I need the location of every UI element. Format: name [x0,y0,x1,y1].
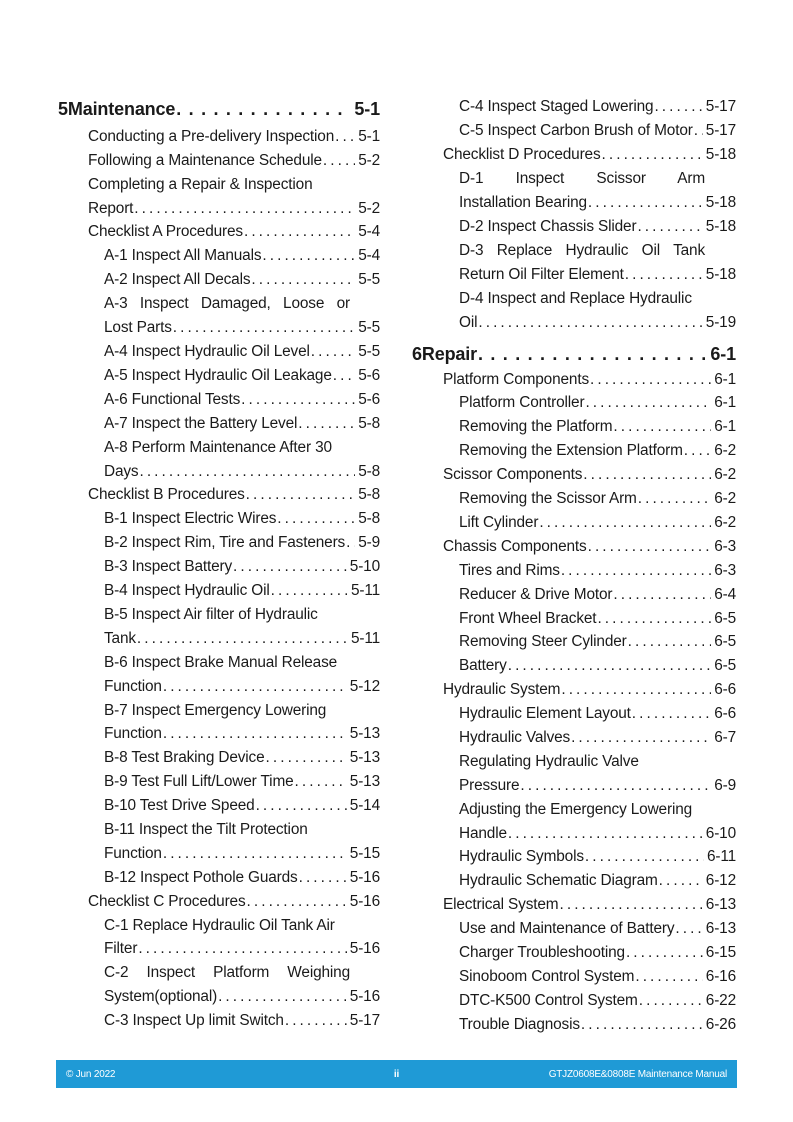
toc-entry[interactable] [104,605,380,625]
toc-page-number: 5-18 [705,218,736,235]
toc-entry-title: A-7 Inspect the Battery Level [104,415,298,432]
toc-entry-title: Checklist C Procedures [88,893,246,910]
dot-leader [585,847,704,867]
footer-manual-title: GTJZ0608E&0808E Maintenance Manual [548,1068,727,1080]
toc-entry[interactable] [459,393,736,413]
toc-entry[interactable] [104,844,380,864]
toc-entry-title: A-6 Functional Tests [104,391,241,408]
toc-entry-title: Hydraulic System [443,681,561,698]
toc-page-number: 5-16 [349,869,380,886]
toc-page-number: 6-3 [714,538,736,555]
toc-page-number: 6-5 [714,633,736,650]
toc-entry-title: Checklist B Procedures [88,486,245,503]
dot-leader [478,342,707,366]
toc-page-number: 5-18 [705,266,736,283]
toc-page-number: 6-2 [714,490,736,507]
toc-entry[interactable] [459,417,736,437]
toc-page-number: 5-17 [705,98,736,115]
toc-entry[interactable] [104,414,380,434]
toc-entry[interactable] [459,121,736,141]
dot-leader [602,145,703,165]
toc-entry-title: Removing the Scissor Arm [459,490,637,507]
toc-page-number: 5-10 [349,558,380,575]
toc-entry-title: Completing a Repair & Inspection [88,176,313,193]
toc-entry[interactable] [104,318,380,338]
toc-entry[interactable] [443,895,736,915]
toc-page-number: 5-17 [349,1012,380,1029]
dot-leader [508,824,703,844]
dot-leader [139,462,355,482]
toc-page-number: 6-7 [714,729,736,746]
toc-entry-title: Tank [104,630,136,647]
toc-entry-title: Function [104,845,162,862]
dot-leader [295,772,347,792]
toc-page-number: 5-4 [358,223,380,240]
dot-leader [583,465,711,485]
toc-page-number: 6-26 [705,1016,736,1033]
toc-page-number: 5-13 [349,725,380,742]
toc-entry[interactable] [459,169,705,189]
toc-entry-title: Tires and Rims [459,562,560,579]
toc-page-number: 5-8 [358,463,380,480]
dot-leader [597,609,711,629]
toc-page-number: 5-18 [705,146,736,163]
toc-page-number: 5-15 [349,845,380,862]
dot-leader [173,318,355,338]
toc-entry-title: Reducer & Drive Motor [459,586,613,603]
toc-entry-title: Electrical System [443,896,559,913]
toc-page-number: 5-8 [358,510,380,527]
toc-entry-title: B-7 Inspect Emergency Lowering [104,702,327,719]
toc-entry[interactable] [459,585,736,605]
toc-entry[interactable] [459,1015,736,1035]
toc-entry-title: Hydraulic Symbols [459,848,584,865]
toc-entry-title: B-10 Test Drive Speed [104,797,255,814]
footer-page-number: ii [393,1068,400,1080]
dot-leader [694,121,703,141]
toc-page-number: 5-4 [358,247,380,264]
toc-entry-title: Checklist D Procedures [443,146,601,163]
toc-page-number: 5-16 [349,988,380,1005]
dot-leader [637,217,702,237]
toc-entry[interactable] [459,217,736,237]
dot-leader [244,222,355,242]
toc-entry[interactable] [459,289,736,309]
toc-entry[interactable] [459,489,736,509]
dot-leader [581,1015,703,1035]
toc-entry[interactable] [104,677,380,697]
toc-entry[interactable] [459,824,736,844]
toc-entry[interactable] [104,701,380,721]
toc-page-number: 5-6 [358,367,380,384]
toc-entry-title: Repair [421,344,477,364]
toc-entry-title: Conducting a Pre-delivery Inspection [88,128,335,145]
dot-leader [559,895,702,915]
dot-leader [262,246,355,266]
toc-page-number: 5-9 [358,534,380,551]
toc-entry[interactable] [104,270,380,290]
toc-page-number: 5-8 [358,415,380,432]
toc-entry[interactable] [459,656,736,676]
dot-leader [625,265,703,285]
toc-entry[interactable] [104,820,380,840]
toc-page-number: 5-5 [358,271,380,288]
toc-entry[interactable] [88,175,380,195]
toc-page-number: 6-5 [714,610,736,627]
dot-leader [520,776,711,796]
toc-entry-title: Removing Steer Cylinder [459,633,627,650]
toc-entry[interactable] [88,127,380,147]
toc-entry-title: Maintenance [67,99,176,119]
toc-entry-title: Function [104,678,162,695]
toc-page-number: 5-16 [349,940,380,957]
toc-entry-title: B-3 Inspect Battery [104,558,233,575]
dot-leader [233,557,347,577]
toc-entry[interactable] [459,991,736,1011]
toc-entry[interactable] [104,653,380,673]
toc-entry[interactable] [104,748,380,768]
dot-leader [246,485,356,505]
toc-entry[interactable] [459,847,736,867]
toc-entry-title: B-12 Inspect Pothole Guards [104,869,298,886]
dot-leader [163,844,347,864]
toc-entry[interactable] [459,776,736,796]
dot-leader [333,366,355,386]
toc-entry-title: B-5 Inspect Air filter of Hydraulic [104,606,318,623]
toc-entry[interactable] [459,265,736,285]
toc-entry[interactable] [459,728,736,748]
toc-page-number: 6-6 [714,705,736,722]
toc-entry[interactable] [104,533,380,553]
dot-leader [684,441,711,461]
toc-page-number: 6-6 [714,681,736,698]
toc-entry-title: D-1 Inspect Scissor Arm [459,170,705,187]
toc-entry-title: C-4 Inspect Staged Lowering [459,98,654,115]
toc-entry-title: Return Oil Filter Element [459,266,624,283]
toc-entry-title: Hydraulic Schematic Diagram [459,872,658,889]
toc-entry[interactable] [104,390,380,410]
toc-entry-title: A-8 Perform Maintenance After 30 [104,439,332,456]
toc-page-number: 6-1 [710,344,736,364]
toc-entry-title: C-1 Replace Hydraulic Oil Tank Air [104,917,335,934]
toc-page-number: 6-12 [705,872,736,889]
toc-entry[interactable] [459,919,736,939]
dot-leader [571,728,711,748]
toc-entry-title: C-2 Inspect Platform Weighing [104,964,350,981]
toc-page-number: 5-5 [358,319,380,336]
toc-entry[interactable] [104,796,380,816]
toc-entry-title: A-2 Inspect All Decals [104,271,251,288]
toc-page-number: 5-13 [349,773,380,790]
toc-page-number: 5-11 [350,582,380,599]
toc-entry[interactable] [459,609,736,629]
toc-page-number: 5-17 [705,122,736,139]
toc-entry-title: Sinoboom Control System [459,968,635,985]
dot-leader [299,868,347,888]
dot-leader [271,581,348,601]
toc-entry[interactable] [104,629,380,649]
dot-leader [335,127,355,147]
toc-entry[interactable] [443,680,736,700]
toc-entry-title: Removing the Platform [459,418,613,435]
toc-entry-title: Filter [104,940,138,957]
toc-entry-title: Charger Troubleshooting [459,944,625,961]
toc-entry[interactable] [104,366,380,386]
dot-leader [659,871,703,891]
toc-page-number: 6-10 [705,825,736,842]
dot-leader [590,370,711,390]
toc-entry-title: Installation Bearing [459,194,587,211]
chapter-number: 5 [58,99,68,119]
toc-entry[interactable] [104,916,380,936]
dot-leader [134,199,355,219]
toc-entry-title: Adjusting the Emergency Lowering [459,801,693,818]
chapter-heading[interactable] [58,97,380,121]
toc-entry-title: B-8 Test Braking Device [104,749,265,766]
toc-entry-title: Battery [459,657,507,674]
page-footer [56,1060,737,1088]
toc-entry[interactable] [443,145,736,165]
toc-entry[interactable] [459,871,736,891]
toc-page-number: 6-2 [714,514,736,531]
toc-entry[interactable] [459,193,736,213]
dot-leader [163,724,347,744]
toc-entry-title: D-4 Inspect and Replace Hydraulic [459,290,692,307]
dot-leader [626,943,703,963]
dot-leader [635,967,702,987]
toc-entry[interactable] [459,441,736,461]
toc-entry-title: D-3 Replace Hydraulic Oil Tank [459,242,705,259]
toc-entry-title: C-5 Inspect Carbon Brush of Motor [459,122,693,139]
toc-entry-title: Use and Maintenance of Battery [459,920,675,937]
chapter-number: 6 [412,344,422,364]
toc-page-number: 6-2 [714,466,736,483]
toc-page-number: 6-22 [705,992,736,1009]
toc-page-number: 6-1 [714,394,736,411]
dot-leader [588,537,712,557]
dot-leader [508,656,711,676]
toc-entry[interactable] [104,246,380,266]
dot-leader [613,417,711,437]
toc-page-number: 6-13 [705,920,736,937]
toc-entry[interactable] [459,513,736,533]
dot-leader [266,748,347,768]
toc-entry-title: B-6 Inspect Brake Manual Release [104,654,338,671]
toc-page-number: 5-14 [349,797,380,814]
toc-entry[interactable] [459,752,736,772]
toc-page-number: 5-11 [350,630,380,647]
dot-leader [138,939,346,959]
toc-page-number: 6-13 [705,896,736,913]
toc-entry-title: Handle [459,825,507,842]
toc-page-number: 5-8 [358,486,380,503]
dot-leader [247,892,347,912]
toc-page-number: 5-6 [358,391,380,408]
toc-page-number: 6-4 [714,586,736,603]
toc-page-number: 6-1 [714,371,736,388]
toc-entry-title: Trouble Diagnosis [459,1016,580,1033]
toc-entry-title: A-3 Inspect Damaged, Loose or [104,295,350,312]
dot-leader [585,393,711,413]
toc-entry[interactable] [104,939,380,959]
toc-entry[interactable] [104,987,380,1007]
toc-entry-title: A-4 Inspect Hydraulic Oil Level [104,343,310,360]
toc-page-number: 6-9 [714,777,736,794]
toc-entry-title: B-11 Inspect the Tilt Protection [104,821,308,838]
toc-entry[interactable] [443,465,736,485]
toc-entry-title: B-4 Inspect Hydraulic Oil [104,582,270,599]
toc-page-number: 5-18 [705,194,736,211]
dot-leader [311,342,355,362]
toc-entry[interactable] [104,462,380,482]
dot-leader [639,991,703,1011]
toc-entry[interactable] [459,800,736,820]
toc-entry[interactable] [104,438,380,458]
toc-page-number: 5-2 [358,152,380,169]
toc-entry[interactable] [104,557,380,577]
dot-leader [561,561,711,581]
toc-page-number: 5-16 [349,893,380,910]
toc-entry-title: A-1 Inspect All Manuals [104,247,262,264]
toc-page-number: 5-1 [358,128,380,145]
toc-entry[interactable] [104,294,350,314]
toc-entry[interactable] [459,943,736,963]
toc-page-number: 6-11 [706,848,736,865]
toc-page-number: 5-12 [349,678,380,695]
toc-entry[interactable] [459,241,705,261]
toc-page-number: 6-2 [714,442,736,459]
toc-entry-title: Lift Cylinder [459,514,539,531]
toc-page-number: 6-16 [705,968,736,985]
toc-page-number: 5-1 [354,99,380,119]
toc-entry-title: DTC-K500 Control System [459,992,638,1009]
dot-leader [613,585,711,605]
dot-leader [675,919,702,939]
toc-entry-title: System(optional) [104,988,218,1005]
toc-entry[interactable] [459,561,736,581]
toc-entry-title: Function [104,725,162,742]
dot-leader [628,632,712,652]
toc-entry[interactable] [88,892,380,912]
toc-entry[interactable] [104,724,380,744]
toc-entry-title: Regulating Hydraulic Valve [459,753,639,770]
toc-entry-title: Days [104,463,139,480]
toc-entry-title: Scissor Components [443,466,583,483]
toc-entry-title: Report [88,200,134,217]
toc-entry[interactable] [443,370,736,390]
dot-leader [298,414,355,434]
dot-leader [654,97,702,117]
toc-entry-title: Checklist A Procedures [88,223,243,240]
toc-entry[interactable] [459,967,736,987]
dot-leader [539,513,711,533]
toc-entry[interactable] [104,1011,380,1031]
toc-page-number: 5-19 [705,314,736,331]
toc-entry-title: B-2 Inspect Rim, Tire and Fasteners [104,534,346,551]
toc-entry[interactable] [104,342,380,362]
toc-entry[interactable] [88,151,380,171]
toc-entry-title: Platform Components [443,371,589,388]
dot-leader [241,390,355,410]
toc-entry[interactable] [104,963,350,983]
toc-page-number: 6-3 [714,562,736,579]
toc-entry-title: D-2 Inspect Chassis Slider [459,218,637,235]
toc-entry[interactable] [88,222,380,242]
toc-entry-title: A-5 Inspect Hydraulic Oil Leakage [104,367,332,384]
toc-page-number: 5-13 [349,749,380,766]
dot-leader [251,270,355,290]
dot-leader [218,987,347,1007]
toc-entry[interactable] [443,537,736,557]
dot-leader [561,680,711,700]
toc-entry-title: Front Wheel Bracket [459,610,597,627]
toc-entry-title: Hydraulic Valves [459,729,571,746]
dot-leader [346,533,355,553]
toc-entry[interactable] [88,199,380,219]
toc-entry[interactable] [88,485,380,505]
dot-leader [323,151,355,171]
toc-entry-title: Lost Parts [104,319,172,336]
toc-entry[interactable] [459,97,736,117]
toc-entry-title: Hydraulic Element Layout [459,705,631,722]
dot-leader [638,489,711,509]
chapter-heading[interactable] [412,342,736,366]
dot-leader [285,1011,347,1031]
toc-page-number: 6-1 [714,418,736,435]
footer-copyright: © Jun 2022 [66,1068,116,1080]
toc-entry[interactable] [104,868,380,888]
toc-entry[interactable] [459,632,736,652]
toc-entry-title: Following a Maintenance Schedule [88,152,322,169]
toc-page-number: 5-2 [358,200,380,217]
dot-leader [588,193,703,213]
toc-entry[interactable] [104,772,380,792]
toc-entry[interactable] [459,313,736,333]
toc-entry-title: Oil [459,314,478,331]
toc-entry[interactable] [104,581,380,601]
toc-page-number: 6-5 [714,657,736,674]
toc-entry-title: Removing the Extension Platform [459,442,683,459]
toc-entry[interactable] [459,704,736,724]
toc-entry-title: C-3 Inspect Up limit Switch [104,1012,284,1029]
toc-entry-title: B-1 Inspect Electric Wires [104,510,277,527]
dot-leader [632,704,711,724]
toc-page-number: 6-15 [705,944,736,961]
dot-leader [277,509,355,529]
toc-entry-title: Chassis Components [443,538,587,555]
toc-entry-title: Platform Controller [459,394,585,411]
dot-leader [256,796,347,816]
toc-entry[interactable] [104,509,380,529]
dot-leader [163,677,347,697]
dot-leader [137,629,348,649]
dot-leader [176,97,351,121]
toc-page-number: 5-5 [358,343,380,360]
dot-leader [478,313,702,333]
toc-entry-title: Pressure [459,777,520,794]
toc-entry-title: B-9 Test Full Lift/Lower Time [104,773,294,790]
